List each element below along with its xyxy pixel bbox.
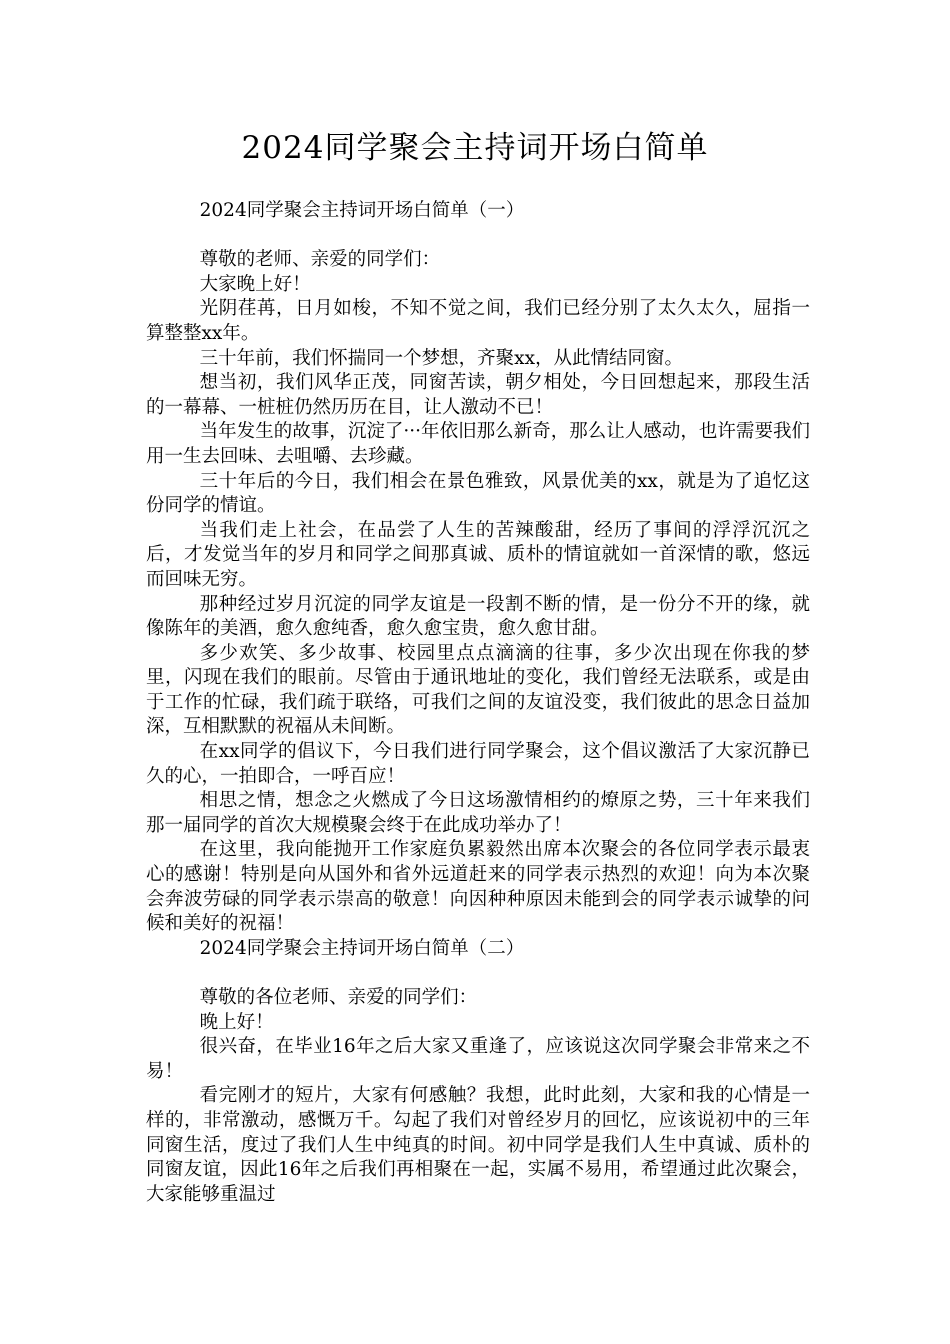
document-title: 2024同学聚会主持词开场白简单: [241, 130, 709, 166]
paragraph: 尊敬的老师、亲爱的同学们：: [199, 249, 441, 271]
paragraph: 当年发生的故事，沉淀了···年依旧那么新奇，那么让人感动，也许需要我们用一生去回味、去咀嚼、去珍藏。: [146, 421, 810, 467]
paragraph: 晚上好！: [199, 1011, 274, 1033]
section-heading: 2024同学聚会主持词开场白简单（二）: [199, 937, 525, 959]
paragraph: 在xx同学的倡议下，今日我们进行同学聚会，这个倡议激活了大家沉静已久的心，一拍即合，一呼百应！: [146, 741, 810, 787]
paragraph: 那种经过岁月沉淀的同学友谊是一段割不断的情，是一份分不开的缘，就像陈年的美酒，愈久愈纯香，愈久愈宝贵，愈久愈甘甜。: [146, 593, 810, 640]
paragraph: 当我们走上社会，在品尝了人生的苦辣酸甜，经历了事间的浮浮沉沉之后，才发觉当年的岁月和同学之间那真诚、质朴的情谊就如一首深情的歌，悠远而回味无穷。: [146, 519, 810, 590]
paragraph: 多少欢笑、多少故事、校园里点点滴滴的往事，多少次出现在你我的梦里，闪现在我们的眼前。尽管由于通讯地址的变化，我们曾经无法联系，或是由于工作的忙碌，我们疏于联络，可我们之间的友谊没变，我们彼此的思念日益加深，互相默默的祝福从未间断。: [146, 642, 810, 738]
blank-line: [146, 224, 810, 249]
paragraph: 想当初，我们风华正茂，同窗苦读，朝夕相处，今日回想起来，那段生活的一幕幕、一桩桩仍然历历在目，让人激动不已！: [146, 372, 810, 418]
paragraph: 看完刚才的短片，大家有何感触？我想，此时此刻，大家和我的心情是一样的，非常激动，感慨万千。勾起了我们对曾经岁月的回忆，应该说初中的三年同窗生活，度过了我们人生中纯真的时间。初中同学是我们人生中真诚、质朴的同窗友谊，因此16年之后我们再相聚在一起，实属不易用，希望通过此次聚会，大家能够重温过: [146, 1085, 810, 1205]
paragraph: 光阴荏苒，日月如梭，不知不觉之间，我们已经分别了太久太久，屈指一算整整xx年。: [146, 298, 810, 344]
paragraph: 相思之情，想念之火燃成了今日这场激情相约的燎原之势，三十年来我们那一届同学的首次大规模聚会终于在此成功举办了！: [146, 790, 810, 836]
section-heading: 2024同学聚会主持词开场白简单（一）: [199, 200, 525, 221]
paragraph: 三十年前，我们怀揣同一个梦想，齐聚xx，从此情结同窗。: [199, 347, 684, 369]
paragraph: 在这里，我向能抛开工作家庭负累毅然出席本次聚会的各位同学表示最衷心的感谢！特别是向从国外和省外远道赶来的同学表示热烈的欢迎！向为本次聚会奔波劳碌的同学表示崇高的敬意！向因种种原因未能到会的同学表示诚挚的问候和美好的祝福！: [146, 839, 810, 935]
paragraph: 很兴奋，在毕业16年之后大家又重逢了，应该说这次同学聚会非常来之不易！: [146, 1036, 810, 1082]
paragraph: 尊敬的各位老师、亲爱的同学们：: [199, 987, 478, 1008]
paragraph: 大家晚上好！: [199, 273, 311, 295]
paragraph: 三十年后的今日，我们相会在景色雅致，风景优美的xx，就是为了追忆这份同学的情谊。: [146, 470, 810, 517]
blank-line: [146, 961, 810, 986]
document-body: [146, 199, 810, 1207]
